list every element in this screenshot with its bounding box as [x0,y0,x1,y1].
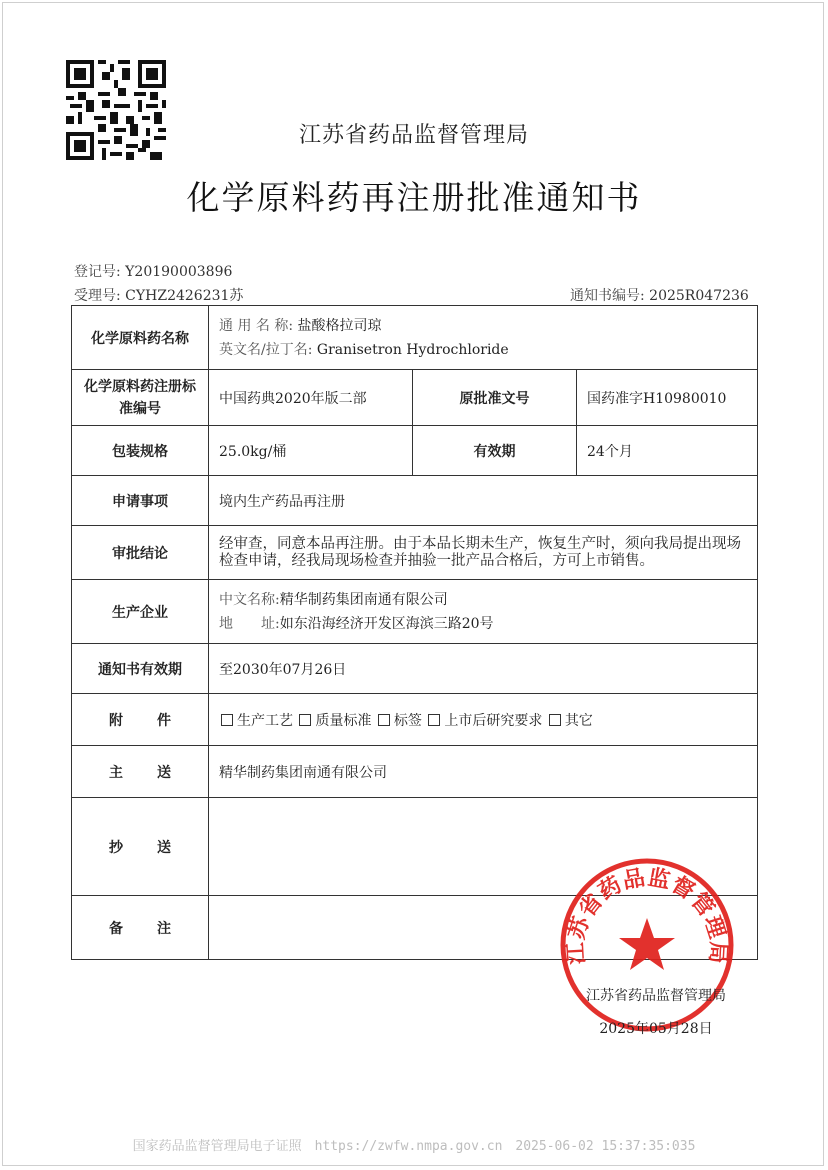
table-row-standard [72,370,758,426]
validity-value: 24个月 [577,426,758,476]
conclusion-label: 审批结论 [72,526,209,580]
notice-number-label: 通知书编号: [570,288,645,304]
company-name-label: 中文名称: [219,591,280,608]
seal-star-icon [619,918,675,970]
registration-number-value: Y20190003896 [125,264,233,280]
issuer-name: 江苏省药品监督管理局 [586,988,726,1004]
checkbox-icon[interactable] [428,714,440,726]
cc-label: 抄 送 [72,798,209,896]
original-approval-label: 原批准文号 [413,370,577,426]
attachment-label: 附 件 [72,694,209,746]
notice-number [570,285,749,305]
table-row-attachments [72,694,758,746]
acceptance-number [74,285,243,305]
official-seal [558,856,736,1034]
english-name-value: Granisetron Hydrochloride [316,341,509,358]
acceptance-number-value: CYHZ2426231苏 [125,288,244,304]
package-label: 包装规格 [72,426,209,476]
attachment-option[interactable]: 标签 [376,713,422,729]
checkbox-icon[interactable] [299,714,311,726]
validity-label: 有效期 [413,426,577,476]
attachment-option[interactable]: 上市后研究要求 [426,713,542,729]
table-row-application [72,476,758,526]
notice-number-value: 2025R047236 [649,288,749,304]
remark-label: 备 注 [72,896,209,960]
table-row-name [72,306,758,370]
send-to-label: 主 送 [72,746,209,798]
send-to-value: 精华制药集团南通有限公司 [209,746,758,798]
issuing-authority-heading: 江苏省药品监督管理局 [298,123,529,148]
name-cell [209,306,758,370]
attachment-options [209,694,758,746]
standard-label: 化学原料药注册标准编号 [72,370,209,426]
address-value: 如东沿海经济开发区海滨三路20号 [279,615,494,632]
generic-name-value: 盐酸格拉司琼 [297,317,382,334]
manufacturer-label: 生产企业 [72,580,209,644]
checkbox-icon[interactable] [221,714,233,726]
checkbox-icon[interactable] [378,714,390,726]
generic-name-label: 通 用 名 称: [219,317,294,334]
address-label: 地 址: [219,615,280,632]
seal-text: 江苏省药品监督管理局 [563,865,731,966]
acceptance-number-label: 受理号: [74,288,121,304]
package-value: 25.0kg/桶 [209,426,413,476]
application-label: 申请事项 [72,476,209,526]
standard-value: 中国药典2020年版二部 [209,370,413,426]
footer-watermark: 国家药品监督管理局电子证照 https://zwfw.nmpa.gov.cn 2025-06-02 15:37:35:035 [132,1139,696,1154]
conclusion-value: 经审查，同意本品再注册。由于本品长期未生产，恢复生产时，须向我局提出现场检查申请，经我局现场检查并抽验一批产品合格后，方可上市销售。 [209,526,758,580]
checkbox-icon[interactable] [549,714,561,726]
table-row-package [72,426,758,476]
table-row-send-to [72,746,758,798]
document-title: 化学原料药再注册批准通知书 [186,178,642,217]
attachment-option[interactable]: 质量标准 [297,713,371,729]
issue-date: 2025年05月28日 [599,1021,713,1037]
attachment-option[interactable]: 生产工艺 [219,713,293,729]
table-row-manufacturer [72,580,758,644]
application-value: 境内生产药品再注册 [209,476,758,526]
table-row-conclusion [72,526,758,580]
registration-number-label: 登记号: [74,264,121,280]
notice-validity-label: 通知书有效期 [72,644,209,694]
name-label: 化学原料药名称 [72,306,209,370]
english-name-label: 英文名/拉丁名: [219,341,313,358]
company-name-value: 精华制药集团南通有限公司 [279,591,448,608]
table-row-notice-validity [72,644,758,694]
registration-number [74,261,232,281]
manufacturer-cell [209,580,758,644]
attachment-option[interactable]: 其它 [547,713,593,729]
original-approval-value: 国药准字H10980010 [577,370,758,426]
notice-validity-value: 至2030年07月26日 [209,644,758,694]
